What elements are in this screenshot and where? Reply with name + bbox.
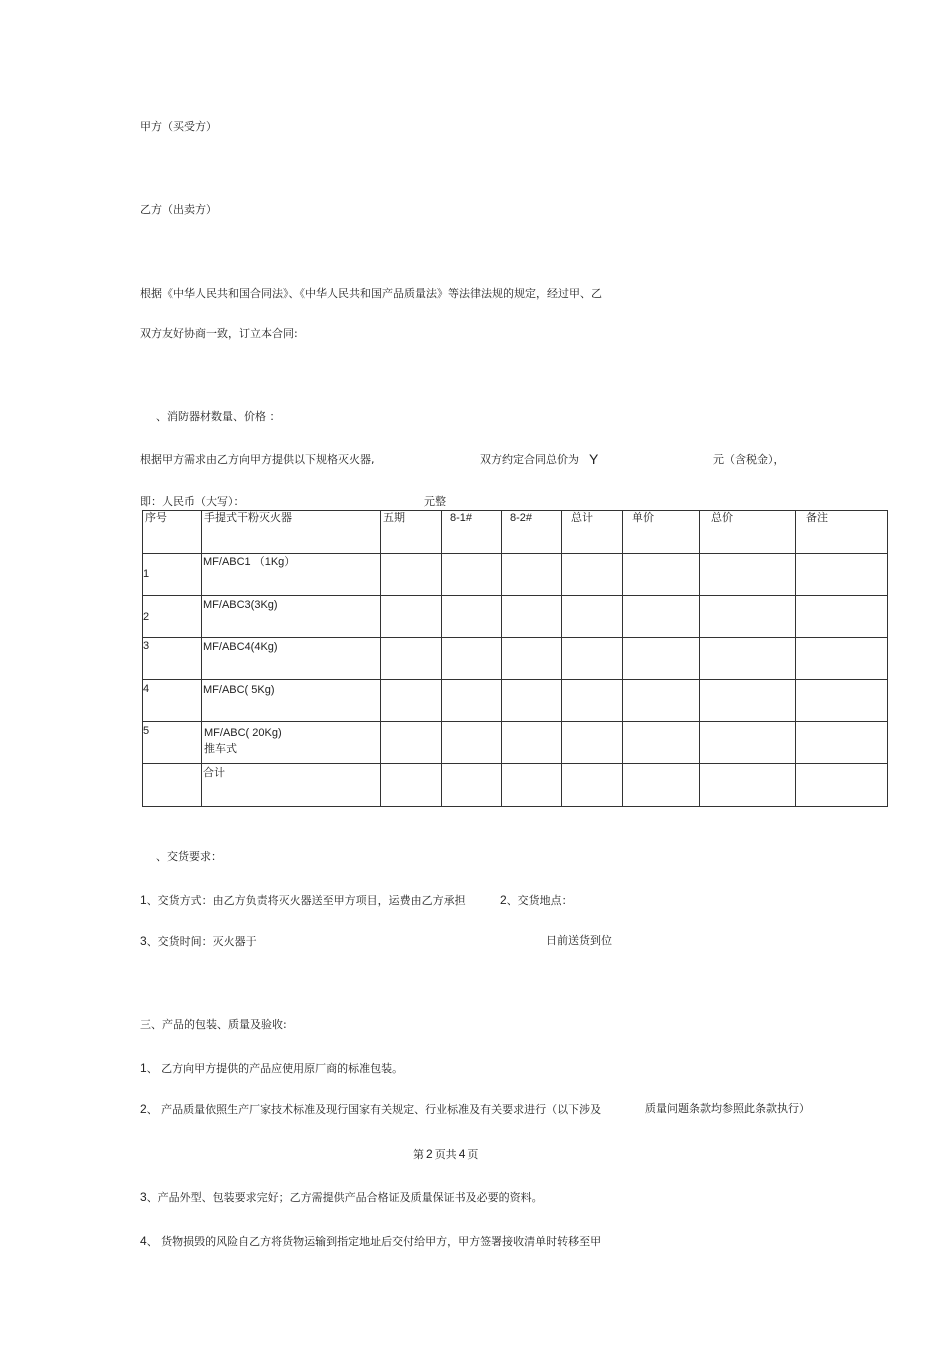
row-seq: 5 — [143, 725, 150, 737]
section3-title: 三、产品的包装、质量及验收: — [140, 1018, 287, 1031]
row-cell — [623, 722, 700, 764]
table-row — [143, 638, 888, 680]
row-cell — [700, 596, 796, 638]
row-cell — [700, 554, 796, 596]
row-cell — [562, 638, 623, 680]
party-a-label: 甲方（买受方） — [140, 120, 217, 133]
row-cell — [442, 722, 502, 764]
row-product: MF/ABC( 20Kg) — [204, 727, 282, 739]
row-cell — [381, 722, 442, 764]
extinguisher-table — [142, 510, 888, 807]
page-footer-prefix: 第 — [413, 1148, 424, 1161]
table-row — [143, 722, 888, 764]
delivery-item-2-num: 2 — [500, 893, 507, 907]
header-remark: 备注 — [796, 511, 888, 554]
delivery-item-1 — [140, 893, 466, 908]
row-seq: 3 — [143, 640, 150, 652]
row-product: MF/ABC1 （1Kg） — [203, 556, 296, 568]
table-row — [143, 680, 888, 722]
row-cell — [381, 596, 442, 638]
quality-item-4-num: 4 — [140, 1234, 147, 1248]
total-label: 合计 — [203, 766, 225, 779]
delivery-item-1-num: 1 — [140, 893, 147, 907]
delivery-item-1-text: 、交货方式：由乙方负责将灭火器送至甲方项目，运费由乙方承担 — [146, 894, 466, 907]
table-header-row — [143, 511, 888, 554]
total-price-text: 双方约定合同总价为 — [480, 453, 579, 466]
page-footer-middle: 页共 — [434, 1148, 457, 1161]
page-current: 2 — [426, 1147, 433, 1161]
row-cell — [502, 764, 562, 807]
row-cell — [796, 638, 888, 680]
header-8-2: 8-2# — [502, 511, 562, 554]
row-cell — [381, 764, 442, 807]
row-product-suffix: 推车式 — [204, 742, 237, 755]
row-cell — [442, 596, 502, 638]
supply-text: 根据甲方需求由乙方向甲方提供以下规格灭火器, — [140, 453, 375, 466]
table-row — [143, 596, 888, 638]
delivery-item-3-text: 、交货时间：灭火器于 — [146, 935, 257, 948]
row-cell — [562, 680, 623, 722]
row-cell — [442, 764, 502, 807]
header-seq: 序号 — [143, 511, 202, 554]
row-cell — [502, 596, 562, 638]
row-cell — [700, 764, 796, 807]
row-cell — [502, 680, 562, 722]
intro-line-2: 双方友好协商一致，订立本合同: — [140, 327, 298, 340]
row-cell — [562, 554, 623, 596]
table-total-row — [143, 764, 888, 807]
row-seq: 1 — [143, 568, 150, 580]
row-cell — [143, 764, 202, 807]
row-cell — [381, 680, 442, 722]
row-seq: 2 — [143, 611, 150, 623]
intro-line-1: 根据《中华人民共和国合同法》、《中华人民共和国产品质量法》等法律法规的规定，经过甲、乙 — [140, 287, 602, 300]
quality-item-2-text: 、 产品质量依照生产厂家技术标准及现行国家有关规定、行业标准及有关要求进行（以下涉及 — [146, 1103, 602, 1116]
row-product: MF/ABC4(4Kg) — [203, 641, 278, 653]
row-seq: 4 — [143, 683, 150, 695]
row-cell — [700, 680, 796, 722]
header-8-1: 8-1# — [442, 511, 502, 554]
row-cell — [700, 638, 796, 680]
party-b-label: 乙方（出卖方） — [140, 203, 217, 216]
table-row — [143, 554, 888, 596]
delivery-item-3-num: 3 — [140, 934, 147, 948]
header-phase5: 五期 — [381, 511, 442, 554]
row-cell — [796, 722, 888, 764]
row-cell — [381, 638, 442, 680]
row-cell — [796, 764, 888, 807]
rmb-text: 即：人民币（大写）： — [140, 495, 245, 508]
row-cell — [442, 638, 502, 680]
row-product: MF/ABC( 5Kg) — [203, 684, 275, 696]
row-cell — [796, 596, 888, 638]
row-cell — [502, 638, 562, 680]
row-cell — [623, 596, 700, 638]
row-cell — [796, 680, 888, 722]
delivery-item-3-suffix: 日前送货到位 — [546, 934, 612, 947]
quality-item-1 — [140, 1061, 403, 1076]
section1-title: 、消防器材数量、价格 ： — [156, 410, 281, 423]
currency-symbol: Y — [589, 451, 599, 467]
quality-item-2-suffix: 质量问题条款均参照此条款执行） — [645, 1102, 810, 1115]
row-cell — [796, 554, 888, 596]
row-cell — [562, 596, 623, 638]
tax-text: 元（含税金）， — [713, 453, 785, 466]
row-cell — [442, 554, 502, 596]
quality-item-2-num: 2 — [140, 1102, 147, 1116]
page-total: 4 — [458, 1147, 466, 1161]
header-total-qty: 总计 — [562, 511, 623, 554]
delivery-item-2 — [500, 893, 573, 908]
row-cell — [623, 764, 700, 807]
header-product: 手提式干粉灭火器 — [202, 511, 381, 554]
row-cell — [502, 722, 562, 764]
row-product: MF/ABC3(3Kg) — [203, 599, 278, 611]
page-footer — [413, 1147, 478, 1162]
quality-item-4 — [140, 1234, 601, 1249]
delivery-item-2-text: 、交货地点： — [506, 894, 573, 907]
quality-item-2 — [140, 1102, 601, 1117]
quality-item-4-text: 、 货物损毁的风险自乙方将货物运输到指定地址后交付给甲方，甲方签署接收清单时转移至甲 — [146, 1235, 602, 1248]
delivery-item-3 — [140, 934, 257, 949]
row-cell — [442, 680, 502, 722]
quality-item-3-num: 3 — [140, 1190, 147, 1204]
row-cell — [562, 764, 623, 807]
quality-item-3-text: 、产品外型、包装要求完好；乙方需提供产品合格证及质量保证书及必要的资料。 — [146, 1191, 543, 1204]
row-cell — [381, 554, 442, 596]
row-cell — [623, 638, 700, 680]
quality-item-3 — [140, 1190, 543, 1205]
row-cell — [562, 722, 623, 764]
row-cell — [502, 554, 562, 596]
row-cell — [623, 680, 700, 722]
page-footer-suffix: 页 — [467, 1148, 479, 1161]
section2-title: 、交货要求： — [156, 850, 222, 863]
quality-item-1-text: 、 乙方向甲方提供的产品应使用原厂商的标准包装。 — [146, 1062, 404, 1075]
quality-item-1-num: 1 — [140, 1061, 147, 1075]
header-total-price: 总价 — [700, 511, 796, 554]
header-unit-price: 单价 — [623, 511, 700, 554]
row-cell — [700, 722, 796, 764]
row-cell — [623, 554, 700, 596]
rmb-suffix: 元整 — [424, 495, 446, 508]
